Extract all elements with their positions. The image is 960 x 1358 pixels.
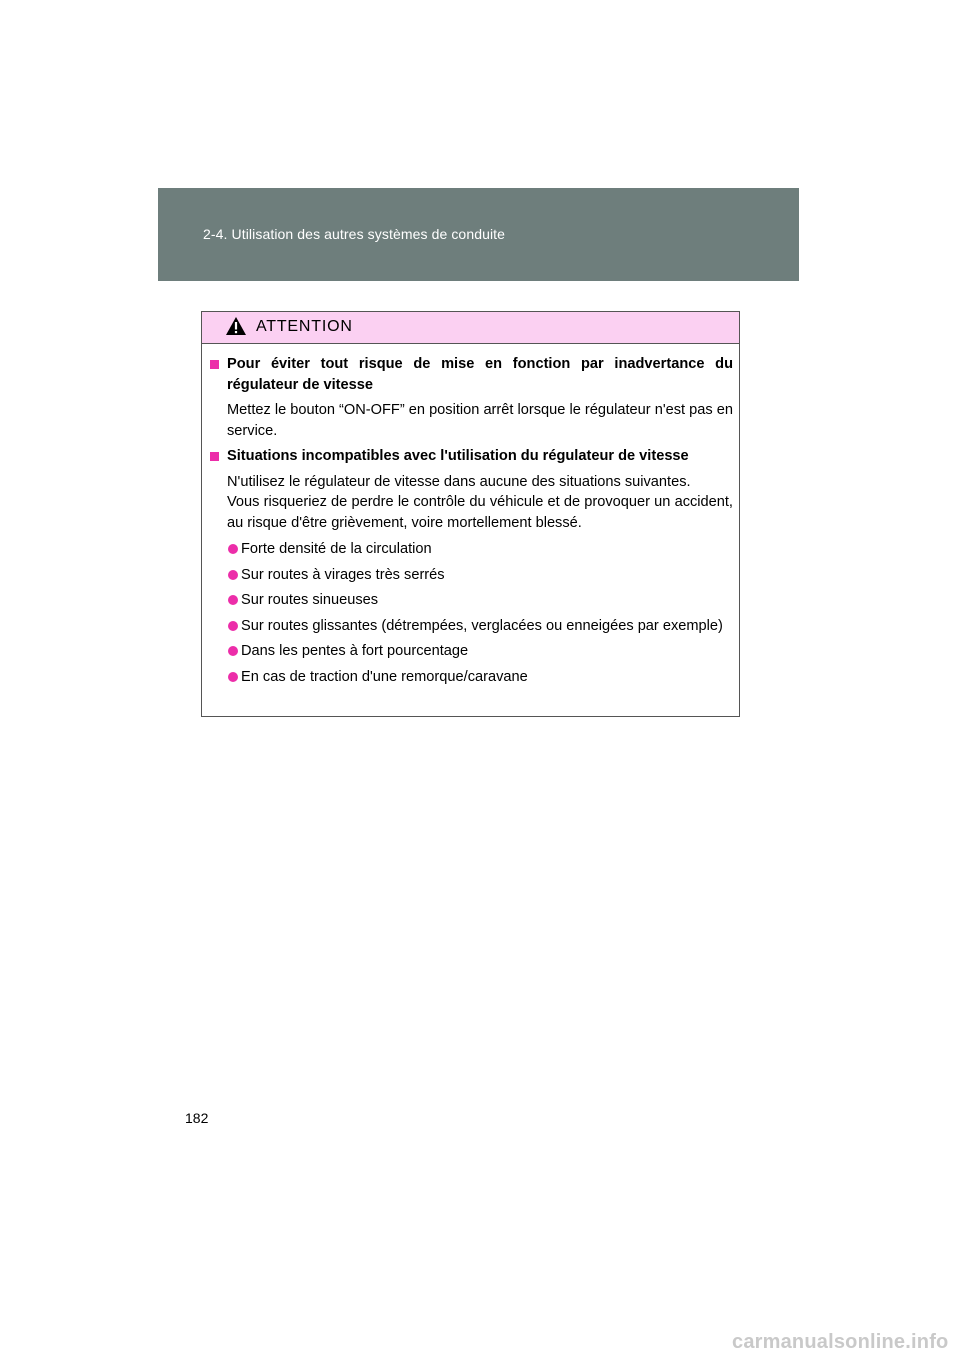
warning-item-text: Mettez le bouton “ON-OFF” en position arrêt lorsque le régulateur n'est pas en service. [227, 402, 733, 439]
watermark: carmanualsonline.info [732, 1331, 949, 1353]
warning-triangle-icon [225, 316, 247, 336]
warning-item-text: Vous risqueriez de perdre le contrôle du véhicule et de provoquer un accident, au risque d'être grièvement, voire mortellement blessé. [227, 494, 733, 531]
list-item: Sur routes sinueuses [209, 590, 733, 611]
circle-bullet-icon [228, 621, 238, 631]
warning-box-header [202, 312, 739, 344]
warning-box-body [202, 344, 739, 687]
circle-bullet-icon [228, 595, 238, 605]
chapter-header-band [158, 188, 799, 281]
list-item: Dans les pentes à fort pourcentage [209, 641, 733, 662]
circle-bullet-icon [228, 646, 238, 656]
section-title: 2-4. Utilisation des autres systèmes de conduite [203, 226, 506, 242]
warning-box [201, 311, 740, 717]
warning-item-text: N'utilisez le régulateur de vitesse dans aucune des situations suivantes. [227, 473, 691, 490]
circle-bullet-icon [228, 672, 238, 682]
square-bullet-icon [210, 360, 219, 369]
warning-item-heading: Pour éviter tout risque de mise en fonction par inadvertance du régulateur de vitesse [227, 356, 733, 393]
list-item: Forte densité de la circulation [209, 539, 733, 560]
circle-bullet-icon [228, 570, 238, 580]
warning-item [209, 354, 733, 441]
list-item: Sur routes glissantes (détrempées, verglacées ou enneigées par exemple) [209, 616, 733, 637]
warning-item [209, 446, 733, 687]
circle-bullet-icon [228, 544, 238, 554]
page-number: 182 [185, 1110, 209, 1126]
square-bullet-icon [210, 452, 219, 461]
list-item: Sur routes à virages très serrés [209, 565, 733, 586]
situation-list [209, 539, 733, 687]
list-item: En cas de traction d'une remorque/caravane [209, 667, 733, 688]
warning-item-heading: Situations incompatibles avec l'utilisation du régulateur de vitesse [227, 448, 689, 464]
warning-box-title: ATTENTION [256, 318, 353, 335]
